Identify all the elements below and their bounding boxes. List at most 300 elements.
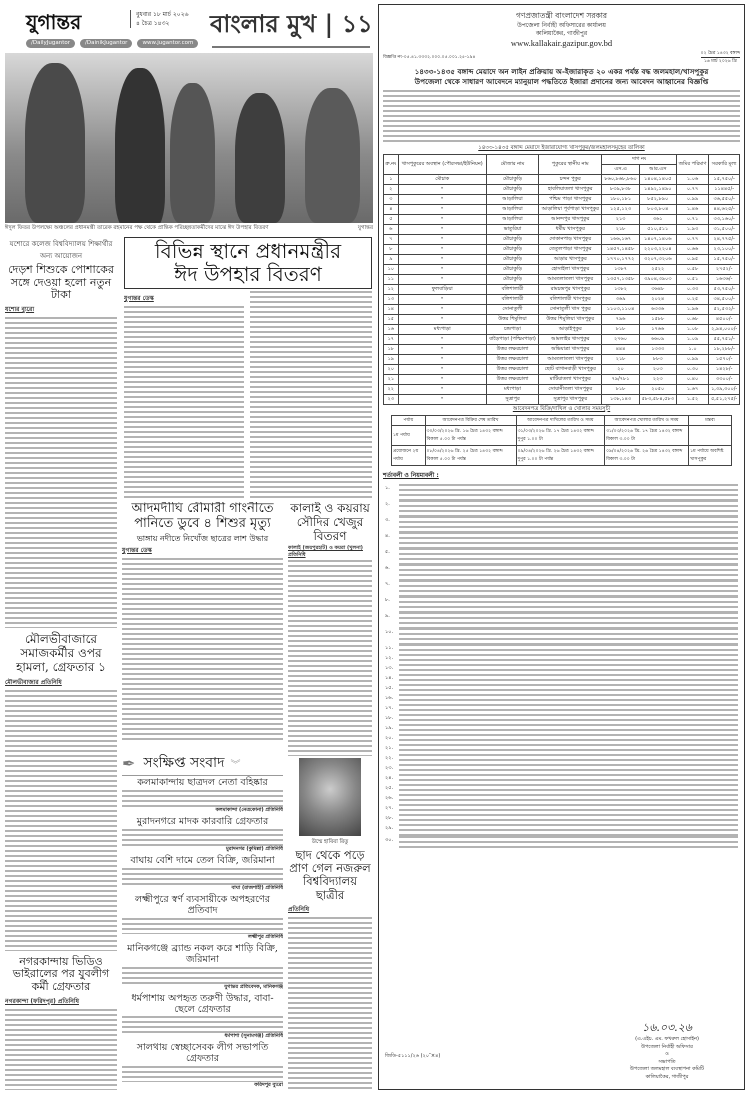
notice-gov: গণপ্রজাতন্ত্রী বাংলাদেশ সরকার: [515, 11, 608, 20]
table-cell: ২,৯৪,০০০/-: [709, 325, 740, 335]
table-row: [384, 345, 740, 355]
table-cell: ০.৪০: [676, 375, 708, 385]
brief-credit: কলমাকান্দা (নেত্রকোনা) প্রতিনিধি: [215, 807, 283, 814]
table-row: [384, 325, 740, 335]
table-cell: ১.৯৬: [676, 305, 708, 315]
main-headline-box: [124, 237, 372, 289]
term-number: ২০.: [385, 734, 394, 741]
table-cell: ধর্মীয় খাসপুকুর: [539, 225, 602, 235]
table-cell: ১৮০,১৮১: [602, 195, 639, 205]
table-cell: ১৫,৭৫০/-: [709, 255, 740, 265]
term-number: ১৭.: [385, 704, 394, 711]
table-cell: ১২: [384, 285, 399, 295]
brief-headline: বাঘায় বেশি দামে তেল বিক্রি, জরিমানা: [130, 855, 275, 867]
table-cell: ২২০৩,২২০৪: [639, 245, 676, 255]
table-cell: ২০২৪: [639, 295, 676, 305]
table-cell: ১৩৮২: [602, 285, 639, 295]
facebook-link[interactable]: /DainikJugantor: [80, 39, 132, 48]
table-cell: ৩৩,১৬০/-: [709, 215, 740, 225]
table-cell: বলিশালারী: [486, 295, 538, 305]
term-item: [385, 814, 738, 824]
table-cell: বাড়ৈপাড়া (পশ্চিমপাড়া): [486, 335, 538, 345]
table-cell: ৫,৫১,২৭৫/-: [709, 395, 740, 405]
table-cell: ২১: [384, 375, 399, 385]
term-text: [399, 628, 738, 644]
brief-headline: মুরাদনগরে মাদক কারবারি গ্রেফতার: [136, 816, 269, 828]
student-story: [288, 758, 372, 1090]
table-cell: মৌচাকুড়ি: [486, 175, 538, 185]
table-cell: ০.৭৭: [676, 185, 708, 195]
term-item: [385, 532, 738, 548]
table-cell: আড়ালিয়া পূর্বপাড়া খাসপুকুর: [539, 205, 602, 215]
table-cell: ৩৩০০/-: [709, 375, 740, 385]
column-header: দাগ নং: [602, 155, 676, 165]
table-cell: মৌচাক: [398, 175, 486, 185]
brief-headline: সালথায় স্বেচ্ছাসেবক লীগ সভাপতি গ্রেফতার: [136, 1041, 269, 1064]
term-number: ৩০.: [385, 836, 394, 843]
table-cell: ১৭৬৬: [639, 325, 676, 335]
term-number: ১৯.: [385, 724, 394, 731]
notice-office: উপজেলা নির্বাহী অফিসারের কার্যালয়: [517, 21, 606, 29]
table-cell: ১৪৫৭,১৪৫৮: [602, 245, 639, 255]
table-cell: ২: [384, 185, 399, 195]
table-cell: ০.৬৬: [676, 245, 708, 255]
table-row: [384, 215, 740, 225]
story-body: [288, 560, 372, 756]
table-cell: ১৩৮,১৪৩: [602, 395, 639, 405]
table-cell: মৌচাকুড়ি: [486, 245, 538, 255]
table-cell: আমতলাতলা খাসপুকুর: [539, 355, 602, 365]
term-text: [399, 654, 738, 664]
table-cell: ৩০/০৩/২০২৬ খ্রি. ১৬ চৈত্র ১৪৩২ বঙ্গাব্দ বিকাল ৫.০০ টা পর্যন্ত: [425, 425, 516, 445]
table-row: [392, 425, 732, 445]
left-column: [5, 238, 117, 1090]
table-cell: ৮৮৩: [639, 355, 676, 365]
brief-item: [122, 992, 283, 1041]
table-cell: ১.৪৬: [676, 205, 708, 215]
main-headline-line1: বিভিন্ন স্থানে প্রধানমন্ত্রীর: [154, 239, 342, 263]
signer-place: কালিয়াকৈর, গাজীপুর: [645, 1073, 689, 1080]
table-cell: ১৮,২৮৮/-: [709, 345, 740, 355]
brief-credit: যুগান্তর প্রতিবেদক, মানিকগঞ্জ: [224, 983, 283, 990]
table-cell: ৩৯০৪,৩৯০৩: [639, 275, 676, 285]
table-cell: ১.৬৭: [676, 385, 708, 395]
table-cell: ০৯/০৪/২০২৬ খ্রি. ২৬ চৈত্র ১৪৩২ বঙ্গাব্দ দুপুর ১.০০ টা পর্যন্ত: [516, 445, 605, 465]
table-row: [384, 195, 740, 205]
term-item: [385, 744, 738, 754]
table-cell: ": [398, 395, 486, 405]
term-text: [399, 734, 738, 744]
table-cell: ১ম পর্যায়ে অবশিষ্ট খাসপুকুর: [689, 445, 732, 465]
table-cell: ৩: [384, 195, 399, 205]
table-cell: ১.০৬: [676, 175, 708, 185]
story-byline: মৌলভীবাজার প্রতিনিধি: [5, 678, 62, 686]
term-text: [399, 836, 738, 848]
table-cell: মৌচাকুড়ি: [486, 235, 538, 245]
term-text: [399, 694, 738, 704]
table-cell: ৪৪,৬২৫/-: [709, 205, 740, 215]
table-cell: উত্তর লক্ষরচালা: [486, 345, 538, 355]
table-cell: ": [398, 245, 486, 255]
table-cell: ৩১/০৩/২০২৬ খ্রি. ১৭ চৈত্র ১৪৩২ বঙ্গাব্দ দুপুর ১.০০ টা: [516, 425, 605, 445]
table-cell: ১৪০৪,১৪০৫: [639, 175, 676, 185]
brief-body: [122, 918, 283, 934]
table-row: [384, 255, 740, 265]
table-cell: ১৫: [384, 315, 399, 325]
story-body: [122, 558, 283, 740]
table-cell: বলিশালারী খাসপুকুর: [539, 295, 602, 305]
table-cell: ": [398, 315, 486, 325]
table-cell: ফুলবাড়িয়া: [398, 285, 486, 295]
table-cell: উত্তর লক্ষরচালা: [486, 355, 538, 365]
term-item: [385, 644, 738, 654]
table-cell: ১৭: [384, 335, 399, 345]
table-cell: মধ্যপাড়া: [398, 325, 486, 335]
table-cell: [689, 425, 732, 445]
table-cell: ০.৫১: [676, 275, 708, 285]
term-text: [399, 704, 738, 714]
term-item: [385, 694, 738, 704]
table-cell: ৭৯৬: [602, 315, 639, 325]
term-item: [385, 804, 738, 814]
table-cell: ২৪,৭৭৫/-: [709, 235, 740, 245]
story-headline: কালাই ও কয়রায় সৌদির খেজুর বিতরণ: [290, 502, 370, 543]
table-cell: ১৩৫৭,১৩৫৮: [602, 275, 639, 285]
table-cell: ২২৩: [639, 375, 676, 385]
table-cell: ": [398, 195, 486, 205]
table-cell: ": [398, 295, 486, 305]
story-byline: যশোর ব্যুরো: [5, 305, 35, 313]
table-cell: চন্দ্রপাড়া: [486, 325, 538, 335]
table-cell: ": [398, 225, 486, 235]
term-number: ৯.: [385, 612, 390, 619]
term-text: [399, 580, 738, 596]
term-item: [385, 564, 738, 580]
term-item: [385, 734, 738, 744]
table-row: [384, 285, 740, 295]
term-item: [385, 764, 738, 774]
table-cell: ": [398, 385, 486, 395]
term-item: [385, 824, 738, 836]
table-cell: ১৬৬,১৬৭: [602, 235, 639, 245]
brief-headline: ধর্মপাশায় অপহৃত তরুণী উদ্ধার, বাবা-ছেলে গ্রেফতার: [131, 992, 274, 1015]
table-cell: ২৭৬০: [602, 335, 639, 345]
notice-place: কালিয়াকৈর, গাজীপুর: [535, 29, 588, 37]
brief-credit: লক্ষ্মীপুর প্রতিনিধি: [248, 934, 283, 941]
story-byline: যুগান্তর ডেস্ক: [124, 295, 154, 302]
table-cell: আমতলাতলা খাসপুকুর: [539, 275, 602, 285]
twitter-link[interactable]: /DailyJugantor: [26, 39, 75, 48]
table-cell: ২১৮: [602, 355, 639, 365]
table-row: [392, 445, 732, 465]
table-cell: ০.৯৯: [676, 355, 708, 365]
table-cell: ১,৩৯,৩০০/-: [709, 385, 740, 395]
table-row: [384, 295, 740, 305]
column-header: আবেদনপত্র বিক্রির শেষ তারিখ: [425, 415, 516, 425]
table-cell: ২৭৫২/-: [709, 265, 740, 275]
table-cell: ১১৪৪৫/-: [709, 185, 740, 195]
column-header: পুকুরের স্থানীয় নাম: [539, 155, 602, 175]
signature-block: [630, 1020, 704, 1082]
table-cell: ": [398, 205, 486, 215]
table-cell: ১৪০৭,১৪০৬: [639, 235, 676, 245]
table-cell: সুত্রাপুর খাসপুকুর: [539, 395, 602, 405]
term-item: [385, 724, 738, 734]
brief-body: [122, 1066, 283, 1082]
table-cell: উত্তর লক্ষরচালা: [486, 375, 538, 385]
column-header: সরকারি মূল্য: [709, 155, 740, 175]
table-cell: ৭: [384, 235, 399, 245]
table-cell: ০.৯৯: [676, 195, 708, 205]
table-cell: ": [398, 365, 486, 375]
table-cell: বলিশালারী: [486, 285, 538, 295]
table-cell: ০.৭১: [676, 215, 708, 225]
table-cell: আড়ালিয়া: [486, 195, 538, 205]
term-item: [385, 500, 738, 516]
term-text: [399, 500, 738, 516]
table-cell: ০.৭৭: [676, 235, 708, 245]
term-text: [399, 714, 738, 724]
notice-footer: [379, 1016, 744, 1090]
term-text: [399, 774, 738, 784]
table-cell: ": [398, 355, 486, 365]
column-header: মৌজার নাম: [486, 155, 538, 175]
term-text: [399, 674, 738, 684]
photo-credit: যুগান্তর: [357, 225, 373, 231]
term-text: [399, 644, 738, 654]
story-headline: ছাদ থেকে পড়ে প্রাণ গেল নজরুল বিশ্ববিদ্যালয় ছাত্রীর: [289, 848, 371, 902]
brief-item: [122, 854, 283, 893]
signature: ১৬.০৩.২৬: [642, 1020, 692, 1034]
term-number: ১০.: [385, 628, 394, 635]
table-row: [384, 265, 740, 275]
table-row: [384, 365, 740, 375]
table-cell: ১১: [384, 275, 399, 285]
drowning-story: [120, 502, 285, 740]
term-item: [385, 704, 738, 714]
term-item: [385, 794, 738, 804]
term-item: [385, 516, 738, 532]
photo-caption: ঈদুল ফিতর উপলক্ষ্যে অঞ্চলের প্রধানমন্ত্রী তারেক রহমানের পক্ষ থেকে প্রান্তিক পরিচ্ছন্নতাকর্মীদের মাঝে ঈদ উপহার বিতরণ: [5, 225, 269, 231]
briefs-banner: [122, 752, 283, 776]
table-cell: ১৩: [384, 295, 399, 305]
term-item: [385, 784, 738, 794]
table-cell: ২০: [602, 365, 639, 375]
brief-headline: মানিকগঞ্জে ব্র্যান্ড নকল করে শাড়ি বিক্রি, জরিমানা: [127, 943, 278, 966]
term-number: ২.: [385, 500, 390, 507]
notice-title: ১৪৩৩-১৪৩৫ বঙ্গাব্দ মেয়াদে অন লাইন প্রক্রিয়ায় অ-ইজারাকৃত ২০ একর পর্যন্ত বদ্ধ জলমহাল/খাসপুকুর: [414, 67, 709, 77]
table-cell: সুত্রাপুর: [486, 395, 538, 405]
student-photo: [299, 758, 361, 836]
table-cell: ১৯: [384, 355, 399, 365]
government-notice: [378, 4, 745, 1090]
table-cell: মাটিয়াতলা খাসপুকুর: [539, 375, 602, 385]
term-text: [399, 824, 738, 836]
table-cell: উত্তর শিমুলিয়া খাসপুকুর: [539, 315, 602, 325]
term-number: ৪.: [385, 532, 390, 539]
table-cell: ২৩: [384, 395, 399, 405]
table-cell: ": [398, 185, 486, 195]
term-item: [385, 628, 738, 644]
table-cell: ": [398, 255, 486, 265]
story-body: [5, 690, 117, 951]
briefs-section: [122, 752, 283, 1090]
website-link[interactable]: www.jugantor.com: [137, 39, 198, 48]
term-text: [399, 814, 738, 824]
brief-credit: ফরিদপুর ব্যুরো: [254, 1082, 283, 1089]
term-number: ২৩.: [385, 764, 394, 771]
story-kicker: যশোরে কলেজ বিশ্ববিদ্যালয় শিক্ষার্থীর অন্য আয়োজন: [9, 240, 113, 260]
table-cell: ১০: [384, 265, 399, 275]
table-cell: ১ম পর্যায়: [392, 425, 426, 445]
table-cell: ৬: [384, 225, 399, 235]
term-number: ১৬.: [385, 694, 394, 701]
table-row: [384, 315, 740, 325]
table-cell: ৮০৩,৮০৪: [639, 205, 676, 215]
brief-item: [122, 815, 283, 854]
table-cell: ০৯/০৪/২০২৬ খ্রি. ২৬ চৈত্র ১৪৩২ বঙ্গাব্দ বিকাল ৩.০০ টা: [605, 445, 689, 465]
table-cell: ": [398, 375, 486, 385]
table-cell: ০.২৫: [676, 295, 708, 305]
term-text: [399, 596, 738, 612]
term-text: [399, 764, 738, 774]
table-cell: মৌচাকুড়ি: [486, 255, 538, 265]
table-cell: চন্দন পুকুর: [539, 175, 602, 185]
term-number: ৩.: [385, 516, 390, 523]
table-cell: অভিযাত্রা খাসপুকুর: [539, 345, 602, 355]
table-cell: ২২: [384, 385, 399, 395]
term-number: ২৭.: [385, 804, 394, 811]
terms-title: শর্তাবলী ও নিয়মাবলী :: [383, 471, 439, 479]
term-item: [385, 714, 738, 724]
chevron-down-icon: ︾: [230, 760, 241, 771]
story-headline: মৌলভীবাজারে সমাজকর্মীর ওপর হামলা, গ্রেফতার ১: [16, 632, 106, 674]
table-cell: ১৫,৭৫০/-: [709, 175, 740, 185]
table-cell: ২০৫০: [639, 385, 676, 395]
term-item: [385, 596, 738, 612]
briefs-list: [122, 776, 283, 1090]
ponds-table: [383, 154, 740, 405]
date-gregorian: বুধবার ১৮ মার্চ ২০২৬: [136, 11, 189, 18]
table-cell: ": [398, 305, 486, 315]
table-cell: ৩২০৭,৩২০৬: [639, 255, 676, 265]
pen-icon: ✒: [122, 754, 136, 773]
main-headline-line2: ঈদ উপহার বিতরণ: [174, 262, 322, 286]
table-cell: ": [398, 275, 486, 285]
story-subhead: ভাঙ্গায় নদীতে নিখোঁজ ছাত্রের লাশ উদ্ধার: [136, 533, 269, 543]
table-cell: ১: [384, 175, 399, 185]
notice-website: www.kallakair.gazipur.gov.bd: [510, 38, 613, 49]
story-body: [288, 917, 372, 1090]
term-number: ২৮.: [385, 814, 394, 821]
table-cell: ১৭৭০,১৭৭২: [602, 255, 639, 265]
brief-item: [122, 1041, 283, 1090]
table-cell: উত্তর লক্ষরচালা: [486, 365, 538, 375]
table-cell: ২১৩: [602, 215, 639, 225]
term-text: [399, 804, 738, 814]
table-cell: ০.৯৫: [676, 255, 708, 265]
term-text: [399, 548, 738, 564]
term-item: [385, 654, 738, 664]
table-cell: ১৫৮৮: [639, 315, 676, 325]
table-cell: ১৪৯২,১৪৯০: [639, 185, 676, 195]
table-cell: আমলাইর খাসপুকুর: [539, 335, 602, 345]
term-number: ২১.: [385, 744, 394, 751]
term-text: [399, 754, 738, 764]
ad-code: জিডি-৫১১১/২৬ (২০″×৪): [385, 1053, 441, 1059]
table-cell: আড়াইপুকুর: [539, 325, 602, 335]
brief-body: [122, 868, 283, 885]
table-cell: ৮৩৯,৮৩৮: [602, 185, 639, 195]
table-cell: ৮৫২,৮৯০: [639, 195, 676, 205]
table-cell: ১৩৩৩: [639, 345, 676, 355]
notice-date-bengali: ০২ চৈত্র ১৪৩২ বঙ্গাব্দ: [700, 51, 740, 57]
table-cell: ৪৪৪: [602, 345, 639, 355]
column-header: খাসপুকুরের অবস্থান (পৌরসভা/ইউনিয়ন): [398, 155, 486, 175]
notice-intro: [383, 90, 740, 142]
table-cell: ১৬৩৬/-: [709, 275, 740, 285]
column-header: পর্যায়: [392, 415, 426, 425]
signer-and: ও: [665, 1051, 669, 1057]
table-cell: ": [398, 235, 486, 245]
table-cell: ৩১,৫০০/-: [709, 225, 740, 235]
table-row: [384, 395, 740, 405]
table-cell: ৫১০,৫১১: [639, 225, 676, 235]
column-header: আবেদনপত্র দাখিলের তারিখ ও সময়: [516, 415, 605, 425]
table-cell: ১.০: [676, 345, 708, 355]
term-item: [385, 612, 738, 628]
signer-title: উপজেলা জলমহাল ব্যবস্থাপনা কমিটি: [630, 1066, 704, 1072]
table-cell: ২৫২২: [639, 265, 676, 275]
table-cell: ৮: [384, 245, 399, 255]
table-cell: ০.৬৮: [676, 315, 708, 325]
table-cell: ৬৬০৯: [639, 335, 676, 345]
story-byline: প্রতিনিধি: [288, 905, 310, 913]
table-row: [384, 355, 740, 365]
table-row: [384, 385, 740, 395]
table-cell: ১.০৮: [676, 325, 708, 335]
term-text: [399, 684, 738, 694]
table-cell: ১১০৩,১১০৪: [602, 305, 639, 315]
dates-story: [288, 502, 372, 756]
term-text: [399, 564, 738, 580]
table-cell: হোসাইলা খাসপুকুর: [539, 265, 602, 275]
table-row: [384, 175, 740, 185]
brief-body: [122, 1016, 283, 1032]
brief-credit: মুরাদনগর (কুমিল্লা) প্রতিনিধি: [226, 846, 283, 853]
term-item: [385, 674, 738, 684]
newspaper-logo: যুগান্তর: [26, 10, 82, 34]
table-cell: আড়ার খাসপুকুর: [539, 255, 602, 265]
term-number: ১.: [385, 484, 390, 491]
section-title: বাংলার মুখ | ১১: [210, 9, 373, 38]
table-row: [384, 275, 740, 285]
table-row: [384, 335, 740, 345]
brief-credit: বাঘা (রাজশাহী) প্রতিনিধি: [231, 885, 283, 892]
brief-item: [122, 942, 283, 991]
table-cell: সোনাতুলী: [486, 305, 538, 315]
schedule-title: আবেদনপত্র বিক্রি/দাখিল ও খোলার সময়সূচী: [512, 406, 611, 413]
column-header: আর.এস: [639, 165, 676, 175]
table-cell: ": [398, 345, 486, 355]
term-item: [385, 836, 738, 848]
table-cell: ৯: [384, 255, 399, 265]
term-item: [385, 664, 738, 674]
story-body: [124, 306, 244, 498]
table-cell: আড়ালিয়া: [486, 215, 538, 225]
table-cell: ৩৪,৫০০/-: [709, 295, 740, 305]
column-header: ক্র.নং: [384, 155, 399, 175]
